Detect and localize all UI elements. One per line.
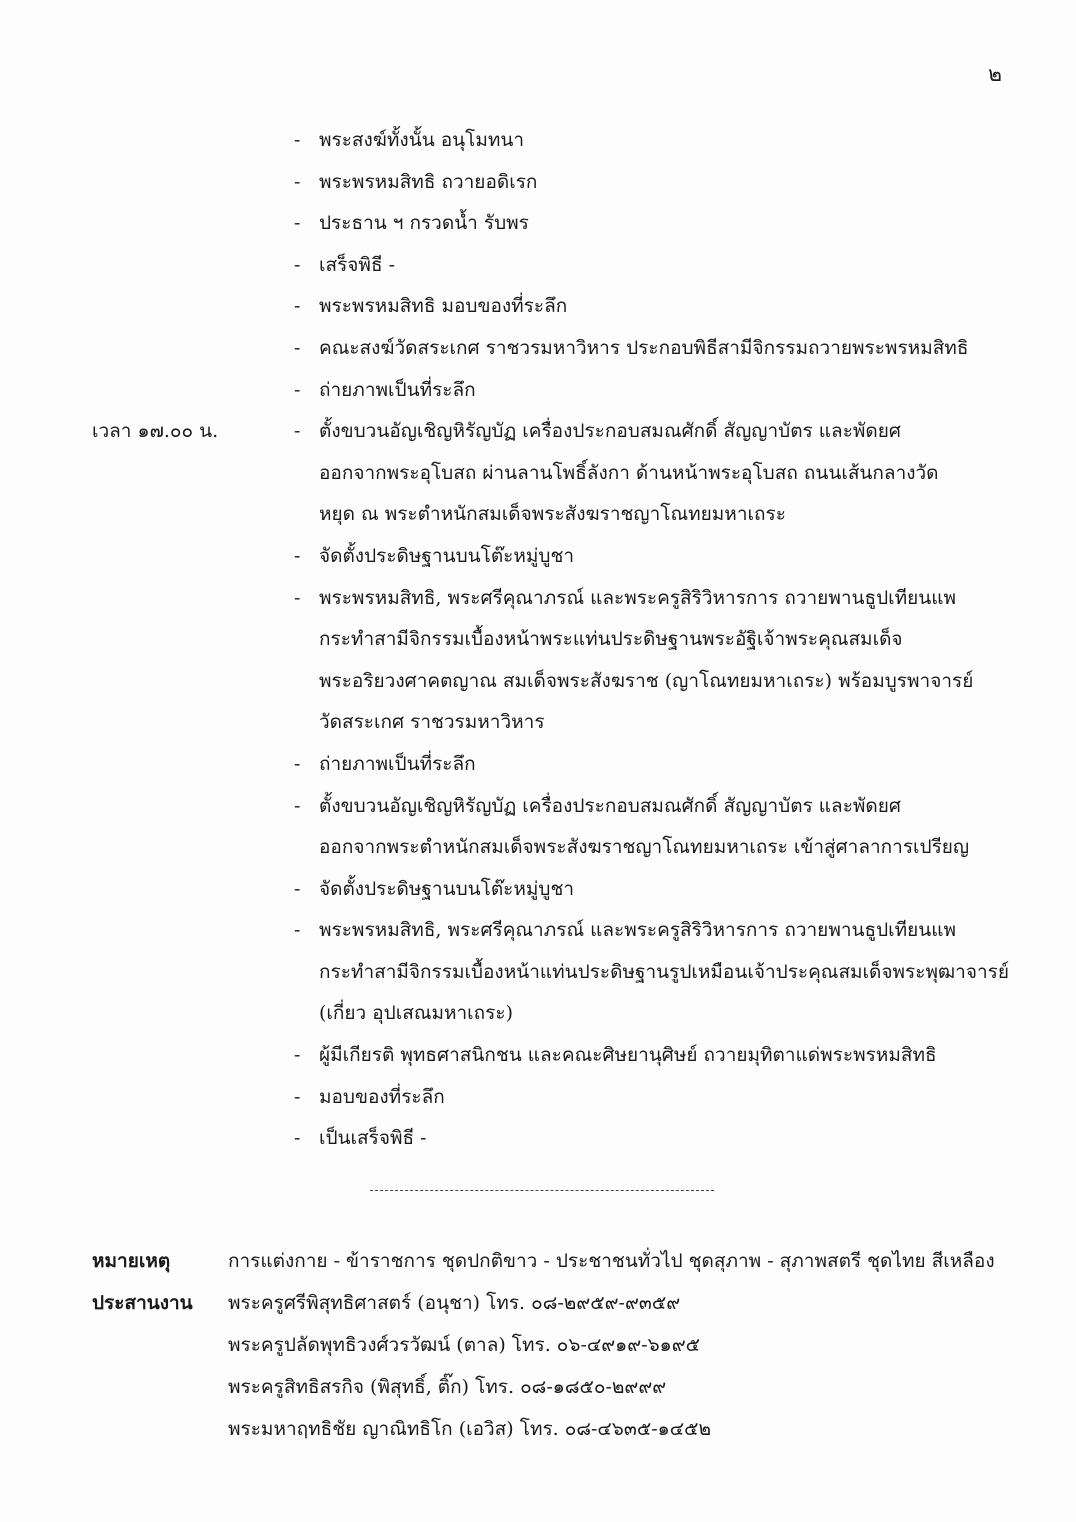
contact-item: พระครูปลัดพุทธิวงศ์วรวัฒน์ (ตาล) โทร. ๐๖-๔๙๑๙-๖๑๙๕	[228, 1334, 700, 1356]
agenda-item-text: พระพรหมสิทธิ, พระศรีคุณาภรณ์ และพระครูสิริวิหารการ ถวายพานธูปเทียนแพ	[319, 586, 957, 609]
contact-item: พระครูสิทธิสรกิจ (พิสุทธิ์, ติ๊ก) โทร. ๐๘-๑๘๕๐-๒๙๙๙	[228, 1376, 667, 1398]
agenda-item	[0, 328, 1076, 370]
page-number: ๒	[988, 62, 1002, 86]
agenda-item	[0, 536, 1076, 578]
remark-text: การแต่งกาย - ข้าราชการ ชุดปกติขาว - ประชาชนทั่วไป ชุดสุภาพ - สุภาพสตรี ชุดไทย สีเหลือง	[228, 1250, 995, 1272]
agenda-item	[0, 203, 1076, 245]
bullet-dash: -	[294, 336, 301, 359]
bullet-dash: -	[294, 129, 301, 151]
agenda-item-text: คณะสงฆ์วัดสระเกศ ราชวรมหาวิหาร ประกอบพิธีสามีจิกรรมถวายพระพรหมสิทธิ	[319, 336, 969, 359]
agenda-item-text: ผู้มีเกียรติ พุทธศาสนิกชน และคณะศิษยานุศิษย์ ถวายมุทิตาแด่พระพรหมสิทธิ	[319, 1044, 937, 1067]
bullet-dash: -	[294, 544, 301, 567]
remark-label: หมายเหตุ	[92, 1250, 171, 1272]
agenda-item-text: จัดตั้งประดิษฐานบนโต๊ะหมู่บูชา	[319, 877, 575, 900]
agenda-block	[0, 411, 1076, 1160]
agenda-list	[0, 120, 1076, 1160]
bullet-dash: -	[294, 919, 301, 942]
agenda-item	[0, 286, 1076, 328]
bullet-dash: -	[294, 1127, 301, 1150]
bullet-dash: -	[294, 752, 301, 775]
bullet-dash: -	[294, 877, 301, 900]
agenda-item	[0, 869, 1076, 911]
agenda-item	[0, 578, 1076, 744]
notes-section	[0, 1240, 1076, 1450]
agenda-item-text: พระสงฆ์ทั้งนั้น อนุโมทนา	[319, 129, 525, 151]
agenda-item	[0, 1035, 1076, 1077]
bullet-dash: -	[294, 295, 301, 318]
agenda-item-text: ประธาน ฯ กรวดน้ำ รับพร	[319, 212, 529, 235]
agenda-item-text: ถ่ายภาพเป็นที่ระลึก	[319, 752, 476, 775]
agenda-item-text: พระพรหมสิทธิ ถวายอดิเรก	[319, 170, 538, 193]
bullet-dash: -	[294, 794, 301, 817]
coordinator-label: ประสานงาน	[92, 1292, 193, 1314]
bullet-dash: -	[294, 1044, 301, 1067]
bullet-dash: -	[294, 170, 301, 193]
agenda-item	[0, 1118, 1076, 1160]
coordinator-row	[0, 1408, 1076, 1450]
bullet-dash: -	[294, 586, 301, 609]
coordinator-row	[0, 1324, 1076, 1366]
agenda-item-text: พระพรหมสิทธิ, พระศรีคุณาภรณ์ และพระครูสิริวิหารการ ถวายพานธูปเทียนแพ	[319, 919, 957, 942]
bullet-dash: -	[294, 378, 301, 401]
agenda-item-text: พระพรหมสิทธิ มอบของที่ระลึก	[319, 295, 568, 318]
bullet-dash: -	[294, 212, 301, 235]
agenda-item-text: ตั้งขบวนอัญเชิญหิรัญบัฏ เครื่องประกอบสมณศักดิ์ สัญญาบัตร และพัดยศ	[319, 794, 901, 817]
agenda-item	[0, 411, 1076, 536]
agenda-item	[0, 245, 1076, 287]
agenda-item-text: กระทำสามีจิกรรมเบื้องหน้าแท่นประดิษฐานรูปเหมือนเจ้าประคุณสมเด็จพระพุฒาจารย์	[319, 960, 1009, 983]
agenda-item	[0, 162, 1076, 204]
agenda-item-text: กระทำสามีจิกรรมเบื้องหน้าพระแท่นประดิษฐานพระอัฐิเจ้าพระคุณสมเด็จ	[319, 628, 903, 651]
agenda-item	[0, 370, 1076, 412]
agenda-item-text: เป็นเสร็จพิธี -	[319, 1127, 427, 1150]
agenda-block	[0, 120, 1076, 411]
agenda-item	[0, 744, 1076, 786]
coordinator-row	[0, 1282, 1076, 1324]
bullet-dash: -	[294, 420, 301, 443]
contact-item: พระมหาฤทธิชัย ญาณิทธิโก (เอวิส) โทร. ๐๘-๔๖๓๕-๑๔๕๒	[228, 1418, 711, 1440]
agenda-item-text: ออกจากพระตำหนักสมเด็จพระสังฆราชญาโณทยมหาเถระ เข้าสู่ศาลาการเปรียญ	[319, 836, 970, 859]
contact-item: พระครูศรีพิสุทธิศาสตร์ (อนุชา) โทร. ๐๘-๒๙๕๙-๙๓๕๙	[228, 1292, 681, 1314]
agenda-item-text: (เกี่ยว อุปเสณมหาเถระ)	[319, 1002, 513, 1025]
agenda-item-text: วัดสระเกศ ราชวรมหาวิหาร	[319, 711, 545, 734]
agenda-item-text: พระอริยวงศาคตญาณ สมเด็จพระสังฆราช (ญาโณทยมหาเถระ) พร้อมบูรพาจารย์	[319, 669, 974, 692]
section-divider	[370, 1190, 714, 1191]
remark-row	[0, 1240, 1076, 1282]
agenda-item-text: เสร็จพิธี -	[319, 253, 396, 276]
bullet-dash: -	[294, 1085, 301, 1108]
agenda-item	[0, 910, 1076, 1035]
coordinator-row	[0, 1366, 1076, 1408]
agenda-item	[0, 1077, 1076, 1119]
agenda-item	[0, 786, 1076, 869]
bullet-dash: -	[294, 253, 301, 276]
agenda-item-text: ออกจากพระอุโบสถ ผ่านลานโพธิ์ลังกา ด้านหน้าพระอุโบสถ ถนนเส้นกลางวัด	[319, 461, 939, 484]
agenda-item-text: ตั้งขบวนอัญเชิญหิรัญบัฏ เครื่องประกอบสมณศักดิ์ สัญญาบัตร และพัดยศ	[319, 420, 901, 443]
agenda-item-text: หยุด ณ พระตำหนักสมเด็จพระสังฆราชญาโณทยมหาเถระ	[319, 503, 786, 526]
agenda-item-text: ถ่ายภาพเป็นที่ระลึก	[319, 378, 476, 401]
agenda-item-text: จัดตั้งประดิษฐานบนโต๊ะหมู่บูชา	[319, 544, 575, 567]
agenda-item-text: มอบของที่ระลึก	[319, 1085, 445, 1108]
time-label: เวลา ๑๗.๐๐ น.	[92, 420, 219, 443]
agenda-item	[0, 120, 1076, 162]
